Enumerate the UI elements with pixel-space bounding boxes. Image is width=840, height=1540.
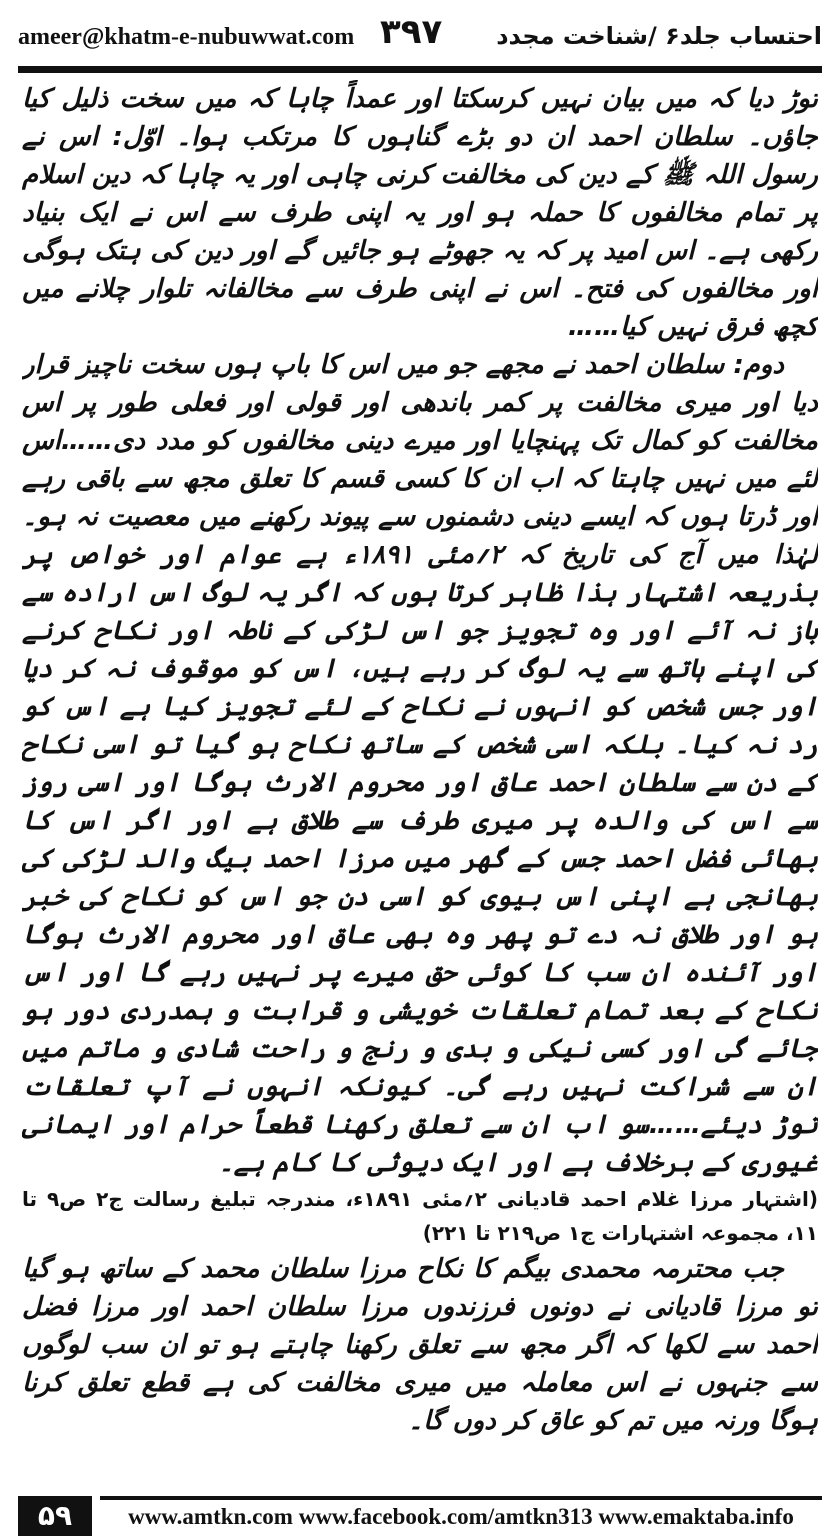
header-email: ameer@khatm-e-nubuwwat.com	[18, 24, 355, 50]
footer-rule	[100, 1496, 822, 1500]
footer-page-number: ۵۹	[18, 1496, 92, 1536]
paragraph-2: دوم: سلطان احمد نے مجھے جو میں اس کا باپ ہوں سخت ناچیز قرار دیا اور میری مخالفت پر کمر باندھی اور قولی اور فعلی طور پر اس مخالفت کو کمال تک پہنچایا اور میرے دینی مخالفوں کو مدد دی……اس لئے میں نہیں چاہتا کہ اب ان کا کسی قسم کا تعلق مجھ سے باقی رہے اور ڈرتا ہوں کہ ایسے دینی دشمنوں سے پیوند رکھنے میں معصیت نہ ہو۔ لہٰذا میں آج کی تاریخ کہ ۲؍مئی ۱۸۹۱ء ہے عوام اور خواص پر بذریعہ اشتہار ہذا ظاہر کرتا ہوں کہ اگر یہ لوگ اس ارادہ سے باز نہ آئے اور وہ تجویز جو اس لڑکی کے ناطہ اور نکاح کرنے کی اپنے ہاتھ سے یہ لوگ کر رہے ہیں، اس کو موقوف نہ کر دیا اور جس شخص کو انہوں نے نکاح کے لئے تجویز کیا ہے اس کو رد نہ کیا۔ بلکہ اسی شخص کے ساتھ نکاح ہو گیا تو اسی نکاح کے دن سے سلطان احمد عاق اور محروم الارث ہوگا اور اسی روز سے اس کی والدہ پر میری طرف سے طلاق ہے اور اگر اس کا بھائی فضل احمد جس کے گھر میں مرزا احمد بیگ والد لڑکی کی بھانجی ہے اپنی اس بیوی کو اسی دن جو اس کو نکاح کی خبر ہو اور طلاق نہ دے تو پھر وہ بھی عاق اور محروم الارث ہوگا اور آئندہ ان سب کا کوئی حق میرے پر نہیں رہے گا اور اس نکاح کے بعد تمام تعلقات خویشی و قرابت و ہمدردی دور ہو جائے گی اور کسی نیکی و بدی و رنج و راحت شادی و ماتم میں ان سے شراکت نہیں رہے گی۔ کیونکہ انہوں نے آپ تعلقات توڑ دیئے……سو اب ان سے تعلق رکھنا قطعاً حرام اور ایمانی غیوری کے برخلاف ہے اور ایک دیوثی کا کام ہے۔	[22, 350, 818, 1178]
header-rule	[18, 66, 822, 73]
footer-websites: www.amtkn.com www.facebook.com/amtkn313 www.emaktaba.info	[128, 1504, 794, 1529]
running-title: احتساب جلد۶ /شناخت مجدد	[496, 22, 822, 50]
body-text	[22, 80, 818, 1480]
paragraph-3: جب محترمہ محمدی بیگم کا نکاح مرزا سلطان محمد کے ساتھ ہو گیا تو مرزا قادیانی نے دونوں فرزندوں مرزا سلطان احمد اور مرزا فضل احمد سے لکھا کہ اگر مجھ سے تعلق رکھنا چاہتے ہو تو ان سب لوگوں سے جنہوں نے اس معاملہ میں میری مخالفت کی ہے قطع تعلق کرنا ہوگا ورنہ میں تم کو عاق کر دوں گا۔	[22, 1254, 818, 1436]
paragraph-1: توڑ دیا کہ میں بیان نہیں کرسکتا اور عمداً چاہا کہ میں سخت ذلیل کیا جاؤں۔ سلطان احمد ان دو بڑے گناہوں کا مرتکب ہوا۔ اوّل: اس نے رسول اللہ ﷺ کے دین کی مخالفت کرنی چاہی اور یہ چاہا کہ دین اسلام پر تمام مخالفوں کا حملہ ہو اور یہ اپنی طرف سے اس نے ایک بنیاد رکھی ہے۔ اس امید پر کہ یہ جھوٹے ہو جائیں گے اور دین کی ہتک ہوگی اور مخالفوں کی فتح۔ اس نے اپنی طرف سے مخالفانہ تلوار چلانے میں کچھ فرق نہیں کیا……	[22, 84, 818, 342]
header-page-number: ۳۹۷	[380, 12, 443, 52]
page-header	[18, 8, 822, 64]
citation: (اشتہار مرزا غلام احمد قادیانی ۲؍مئی ۱۸۹۱ء، مندرجہ تبلیغ رسالت ج۲ ص۹ تا ۱۱، مجموعہ اشتہارات ج۱ ص۲۱۹ تا ۲۲۱)	[22, 1187, 818, 1245]
page-footer	[18, 1492, 822, 1538]
